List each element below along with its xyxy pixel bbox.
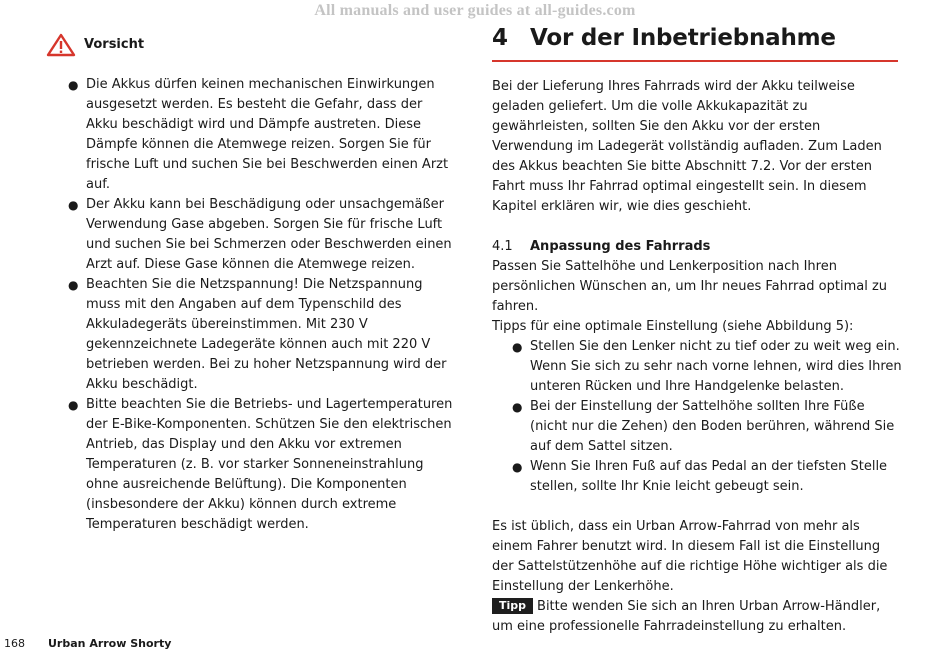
list-item-text: Beachten Sie die Netzspannung! Die Netzspannung muss mit den Angaben auf dem Typenschild des Akkuladegeräts übereinstimmen. Mit 230 V gekennzeichnete Ladegeräte können auch mit 220 V betrieben werden. Bei zu hoher Netzspannung wird der Akku beschädigt.: [86, 277, 447, 392]
caution-header: [48, 32, 458, 58]
list-item-text: Bei der Einstellung der Sattelhöhe sollten Ihre Füße (nicht nur die Zehen) den Boden berühren, während Sie auf dem Sattel sitzen.: [530, 399, 895, 454]
chapter-block: [492, 25, 902, 637]
bullet-icon: ●: [512, 340, 523, 354]
warning-triangle-icon: [46, 33, 76, 57]
page-number: 168: [4, 637, 25, 650]
tips-list: [492, 337, 902, 497]
list-item-text: Stellen Sie den Lenker nicht zu tief oder zu weit weg ein. Wenn Sie sich zu sehr nach vorne lehnen, wird dies Ihren unteren Rücken und Ihre Handgelenke belasten.: [530, 339, 902, 394]
caution-block: [48, 32, 458, 535]
page-footer: [4, 637, 171, 650]
section-text: Passen Sie Sattelhöhe und Lenkerposition nach Ihren persönlichen Wünschen an, um Ihr neues Fahrrad optimal zu fahren.: [492, 259, 888, 314]
section-number: 4.1: [492, 239, 513, 254]
tip-badge: Tipp: [492, 598, 533, 614]
chapter-intro: Bei der Lieferung Ihres Fahrrads wird der Akku teilweise geladen geliefert. Um die volle Akkukapazität zu gewährleisten, sollten Sie den Akku vor der ersten Verwendung im Ladegerät vollständig aufladen. Zum Laden des Akkus beachten Sie bitte Abschnitt 7.2. Vor der ersten Fahrt muss Ihr Fahrrad optimal eingestellt sein. In diesem Kapitel erklären wir, wie dies geschieht.: [492, 79, 882, 214]
list-item: [492, 397, 902, 457]
chapter-divider: [492, 60, 898, 62]
list-item: [48, 275, 458, 395]
bullet-icon: ●: [68, 78, 79, 92]
section-title: Anpassung des Fahrrads: [530, 239, 711, 254]
list-item: [48, 195, 458, 275]
caution-list: [48, 75, 458, 535]
document-title: Urban Arrow Shorty: [48, 637, 172, 650]
list-item-text: Bitte beachten Sie die Betriebs- und Lagertemperaturen der E-Bike-Komponenten. Schützen Sie den elektrischen Antrieb, das Display und den Akku vor extremen Temperaturen (z. B. vor starker Sonneneinstrahlung ohne ausreichende Belüftung). Die Komponenten (insbesondere der Akku) können durch extreme Temperaturen beschädigt werden.: [86, 397, 453, 532]
list-item: [48, 395, 458, 535]
chapter-heading: [492, 25, 902, 58]
list-item: [48, 75, 458, 195]
list-item-text: Wenn Sie Ihren Fuß auf das Pedal an der tiefsten Stelle stellen, sollte Ihr Knie leicht gebeugt sein.: [530, 459, 888, 494]
bullet-icon: ●: [68, 198, 79, 212]
tip-text: Bitte wenden Sie sich an Ihren Urban Arrow-Händler, um eine professionelle Fahrradeinstellung zu erhalten.: [492, 599, 881, 634]
chapter-title: Vor der Inbetriebnahme: [530, 25, 836, 51]
chapter-number: 4: [492, 25, 509, 51]
watermark: All manuals and user guides at all-guides.com: [314, 2, 636, 19]
section-heading: [492, 237, 902, 257]
closing-text: Es ist üblich, dass ein Urban Arrow-Fahrrad von mehr als einem Fahrer benutzt wird. In diesem Fall ist die Einstellung der Sattelstützenhöhe auf die richtige Höhe wichtiger als die Einstellung der Lenkerhöhe.: [492, 519, 888, 594]
list-item: [492, 337, 902, 397]
bullet-icon: ●: [512, 400, 523, 414]
bullet-icon: ●: [68, 278, 79, 292]
list-item: [492, 457, 902, 497]
tip-paragraph: [492, 597, 902, 637]
list-item-text: Die Akkus dürfen keinen mechanischen Einwirkungen ausgesetzt werden. Es besteht die Gefahr, dass der Akku beschädigt wird und Dämpfe austreten. Diese Dämpfe können die Atemwege reizen. Sorgen Sie für frische Luft und suchen Sie bei Beschwerden einen Arzt auf.: [86, 77, 449, 192]
bullet-icon: ●: [512, 460, 523, 474]
caution-label: Vorsicht: [84, 37, 145, 52]
list-item-text: Der Akku kann bei Beschädigung oder unsachgemäßer Verwendung Gase abgeben. Sorgen Sie für frische Luft und suchen Sie bei Schmerzen oder Beschwerden einen Arzt auf. Diese Gase können die Atemwege reizen.: [86, 197, 452, 272]
bullet-icon: ●: [68, 398, 79, 412]
tips-intro: Tipps für eine optimale Einstellung (siehe Abbildung 5):: [492, 319, 854, 334]
